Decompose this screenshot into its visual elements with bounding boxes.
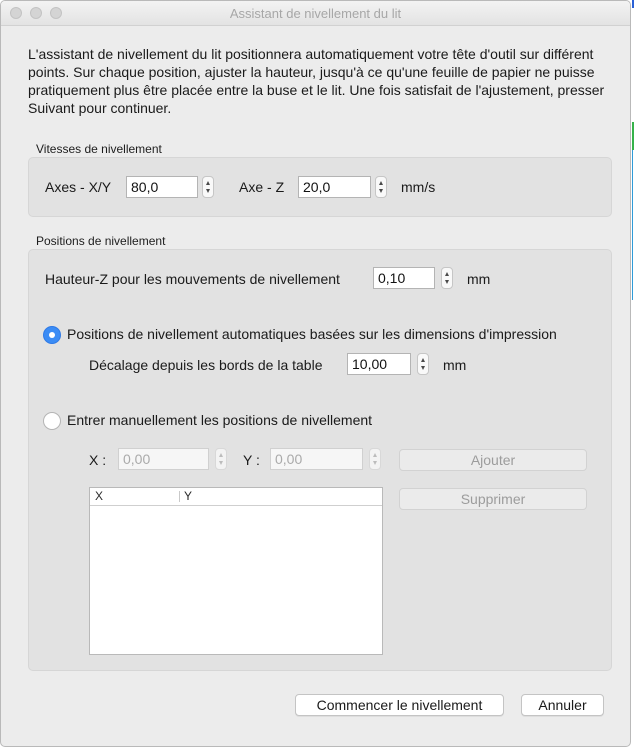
z-height-label: Hauteur-Z pour les mouvements de nivellement <box>45 271 340 287</box>
background-window-edge-green <box>632 122 634 150</box>
x-coord-input[interactable] <box>118 448 209 470</box>
table-header <box>90 488 382 506</box>
background-window-edge-blue <box>632 0 634 8</box>
auto-positions-label[interactable]: Positions de nivellement automatiques basées sur les dimensions d'impression <box>67 326 557 342</box>
auto-positions-radio[interactable] <box>43 326 61 344</box>
z-speed-input[interactable] <box>298 176 371 198</box>
add-position-button[interactable]: Ajouter <box>399 449 587 471</box>
background-window-edge-line <box>632 150 633 300</box>
z-height-stepper[interactable] <box>441 267 453 289</box>
xy-speed-input[interactable] <box>126 176 198 198</box>
xy-speed-label: Axes - X/Y <box>45 179 112 195</box>
intro-text: L'assistant de nivellement du lit positionnera automatiquement votre tête d'outil sur différent points. Sur chaque position, ajuster la hauteur, jusqu'à ce qu'une feuille de papier ne puisse pratiquement plus être placée entre la buse et le lit. Une fois satisfait de l'ajustement, presser Suivant pour continuer. <box>28 46 605 116</box>
start-leveling-button[interactable]: Commencer le nivellement <box>295 694 504 716</box>
z-speed-stepper[interactable] <box>375 176 387 198</box>
xy-speed-stepper[interactable] <box>202 176 214 198</box>
y-coord-stepper[interactable] <box>369 448 381 470</box>
column-header-x[interactable]: X <box>95 489 104 503</box>
manual-positions-radio[interactable] <box>43 412 61 430</box>
positions-table[interactable] <box>89 487 383 655</box>
positions-group-label: Positions de nivellement <box>36 234 166 248</box>
offset-stepper[interactable] <box>417 353 429 375</box>
cancel-button[interactable]: Annuler <box>521 694 604 716</box>
column-header-y[interactable]: Y <box>184 489 193 503</box>
y-coord-input[interactable] <box>270 448 363 470</box>
x-coord-stepper[interactable] <box>215 448 227 470</box>
z-height-input[interactable] <box>373 267 435 289</box>
manual-positions-label[interactable]: Entrer manuellement les positions de nivellement <box>67 412 373 428</box>
offset-label: Décalage depuis les bords de la table <box>89 357 323 373</box>
title-bar <box>1 1 630 26</box>
z-height-unit-label: mm <box>467 271 491 287</box>
y-coord-label: Y : <box>243 452 260 468</box>
offset-unit-label: mm <box>443 357 467 373</box>
z-speed-label: Axe - Z <box>239 179 285 195</box>
x-coord-label: X : <box>89 452 107 468</box>
window-title: Assistant de nivellement du lit <box>229 6 402 21</box>
remove-position-button[interactable]: Supprimer <box>399 488 587 510</box>
offset-input[interactable] <box>347 353 411 375</box>
speed-unit-label: mm/s <box>401 179 436 195</box>
speeds-group-label: Vitesses de nivellement <box>36 142 162 156</box>
column-divider <box>179 491 180 502</box>
